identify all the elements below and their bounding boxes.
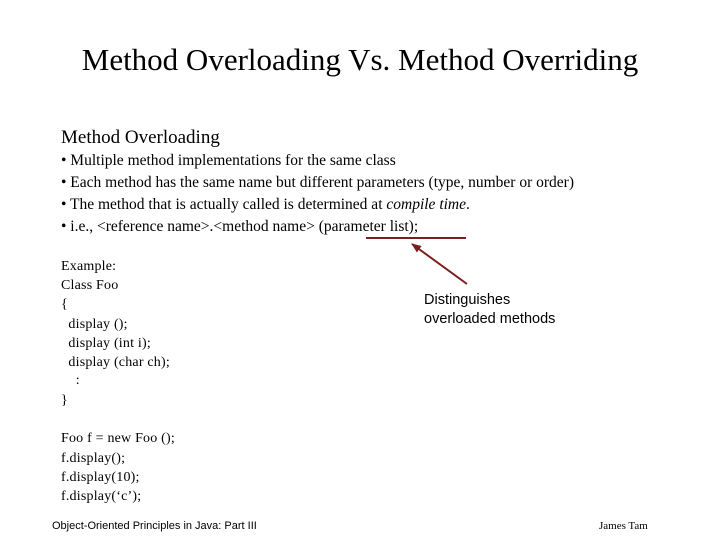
bullet-3-text: • The method that is actually called is determined at [61,196,387,213]
code-line-11: f.display(); [61,451,126,466]
code-line-3: { [61,297,68,312]
code-line-10: Foo f = new Foo (); [61,431,175,446]
arrow-line [412,244,467,284]
footer-author: James Tam [599,520,648,532]
callout-line-2: overloaded methods [424,311,556,327]
footer-course: Object-Oriented Principles in Java: Part III [52,520,257,532]
code-line-12: f.display(10); [61,470,140,485]
section-heading: Method Overloading [61,127,220,148]
callout-line-1: Distinguishes [424,292,511,308]
slide-title: Method Overloading Vs. Method Overriding [81,42,639,77]
code-line-5: display (int i); [61,336,151,351]
code-line-4: display (); [61,317,128,332]
bullet-2: • Each method has the same name but different parameters (type, number or order) [61,174,574,191]
bullet-3-italic: compile time [386,196,467,213]
code-line-6: display (char ch); [61,355,170,370]
bullet-1: • Multiple method implementations for the same class [61,152,396,169]
code-line-1: Example: [61,259,117,274]
code-line-8: } [61,393,68,408]
bullet-3-end: . [466,196,470,213]
bullet-4: • i.e., <reference name>.<method name> (parameter list); [61,218,419,235]
code-line-7: : [61,373,80,388]
code-line-13: f.display(‘c’); [61,489,142,504]
code-line-2: Class Foo [61,278,119,293]
